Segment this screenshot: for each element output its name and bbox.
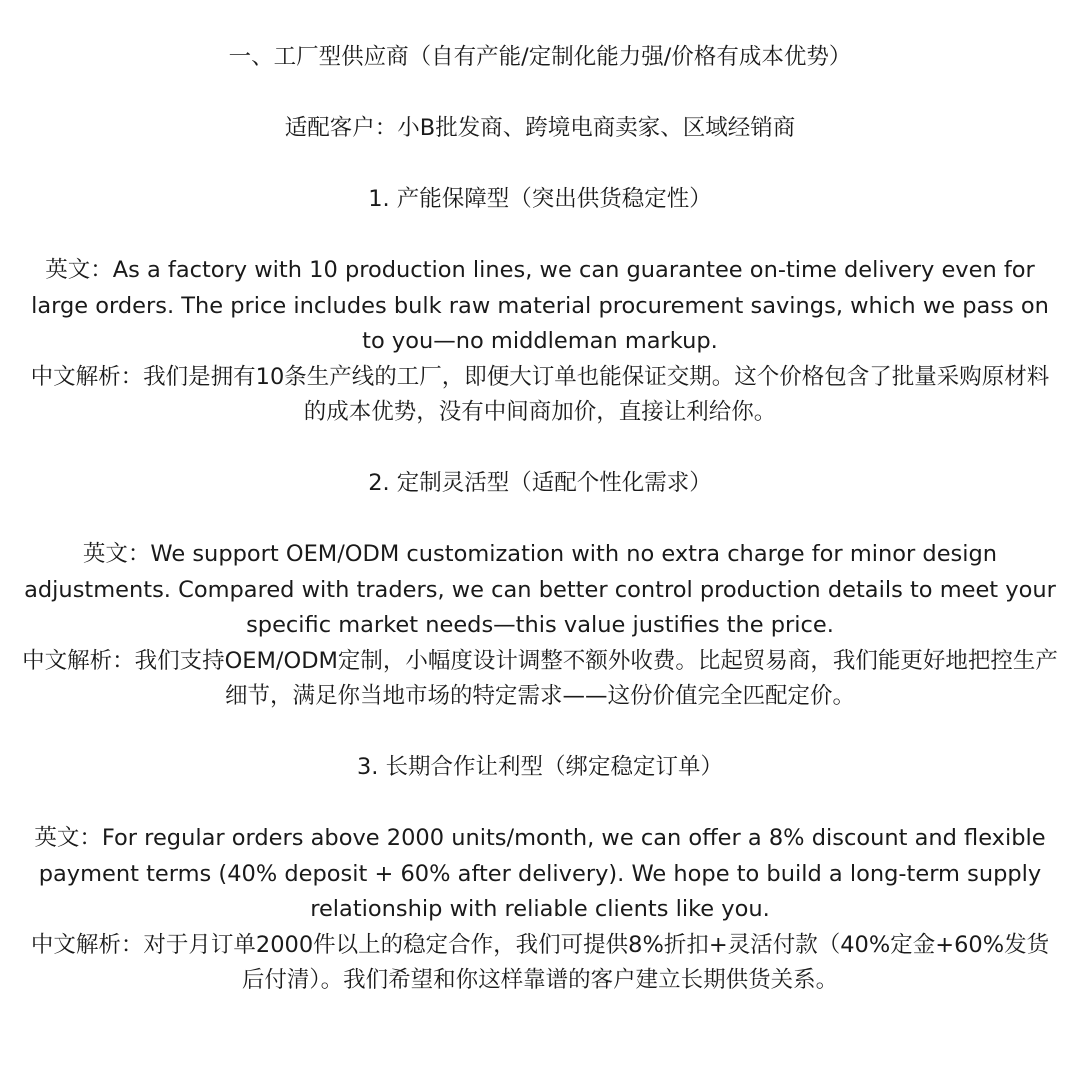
chinese-analysis: 中文解析：我们是拥有10条生产线的工厂，即便大订单也能保证交期。这个价格包含了批量采购原材料的成本优势，没有中间商加价，直接让利给你。 — [30, 363, 1050, 425]
chinese-analysis: 中文解析：对于月订单2000件以上的稳定合作，我们可提供8%折扣+灵活付款（40%定金+60%发货后付清）。我们希望和你这样靠谱的客户建立长期供货关系。 — [30, 931, 1050, 993]
section-heading: 3. 长期合作让利型（绑定稳定订单） — [356, 754, 724, 780]
english-text: 英文：As a factory with 10 production lines, we can guarantee on-time delivery even for large orders. The price includes bulk raw material procurement savings, which we pass on to you—no middleman markup. — [31, 257, 1049, 354]
chinese-analysis: 中文解析：我们支持OEM/ODM定制，小幅度设计调整不额外收费。比起贸易商，我们能更好地把控生产细节，满足你当地市场的特定需求——这份价值完全匹配定价。 — [22, 647, 1058, 709]
section-heading: 1. 产能保障型（突出供货稳定性） — [368, 186, 712, 212]
section-heading: 2. 定制灵活型（适配个性化需求） — [368, 470, 712, 496]
english-text: 英文：For regular orders above 2000 units/month, we can offer a 8% discount and flexible payment terms (40% deposit + 60% after delivery). We hope to build a long-term supply relationship with reliable clients like you. — [34, 825, 1046, 922]
main-title: 一、工厂型供应商（自有产能/定制化能力强/价格有成本优势） — [228, 44, 852, 70]
english-text: 英文：We support OEM/ODM customization with no extra charge for minor design adjustments. Compared with traders, we can better control production details to meet your specific market needs—this value justifies the price. — [24, 541, 1056, 638]
audience-line: 适配客户：小B批发商、跨境电商卖家、区域经销商 — [284, 115, 796, 141]
